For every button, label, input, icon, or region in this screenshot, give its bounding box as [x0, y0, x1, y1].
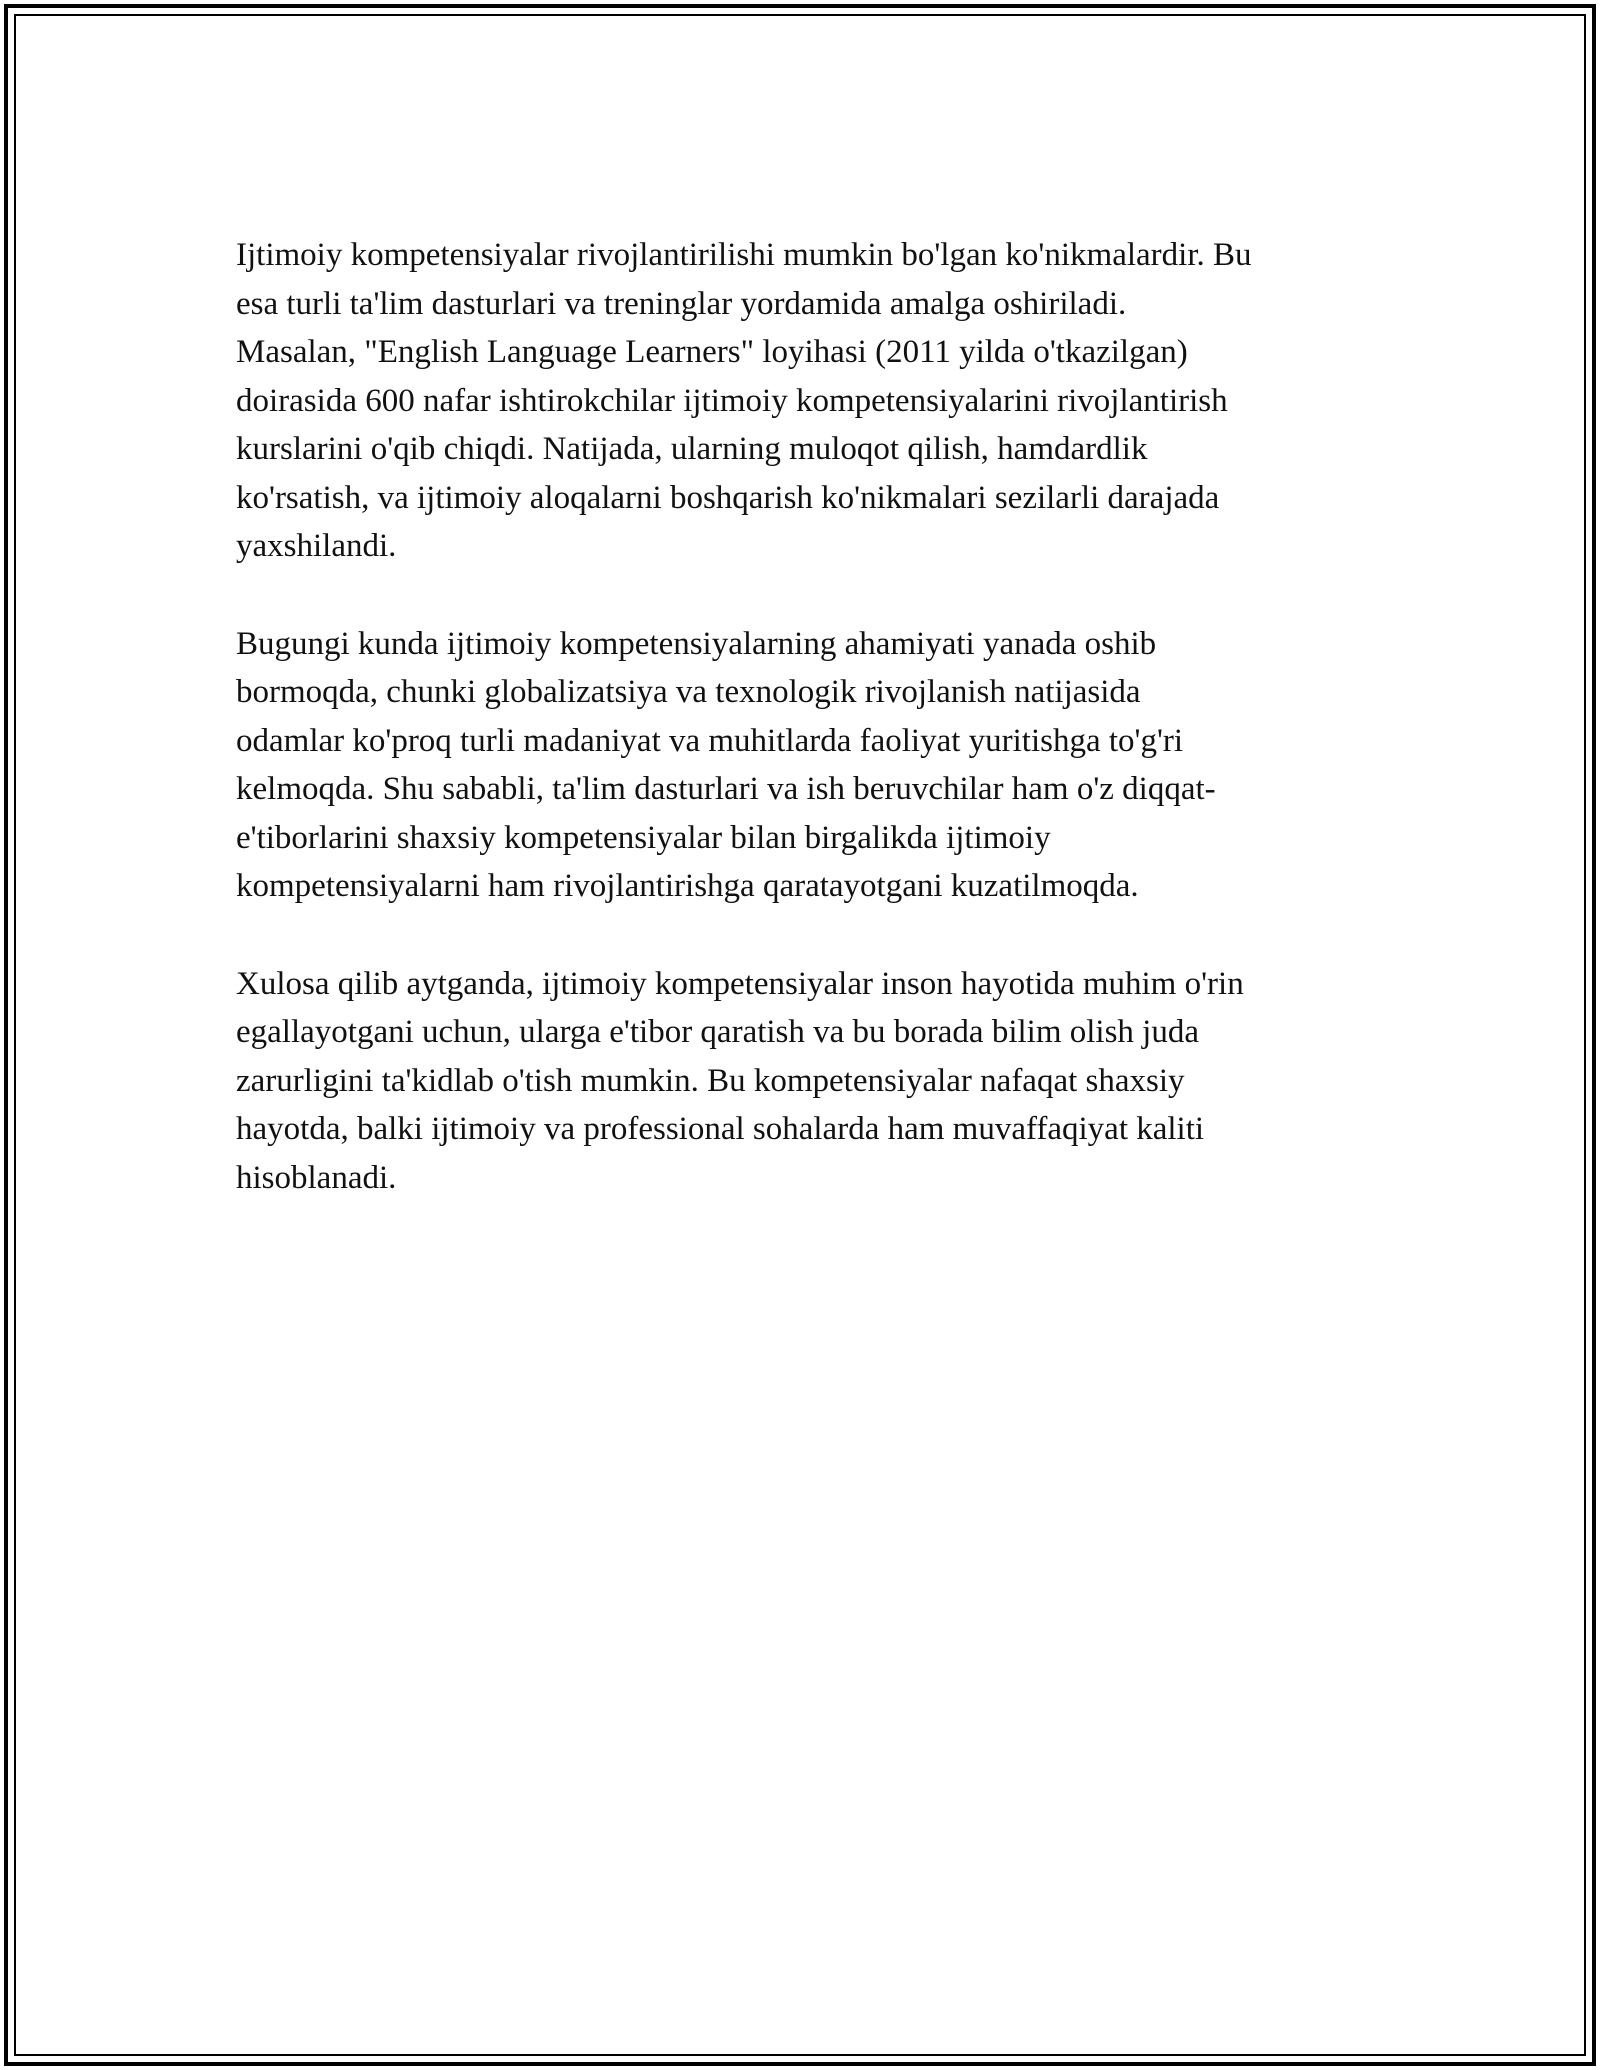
document-body — [236, 231, 1386, 1251]
text-line: zarurligini ta'kidlab o'tish mumkin. Bu kompetensiyalar nafaqat shaxsiy — [236, 1062, 1185, 1099]
text-line: kompetensiyalarni ham rivojlantirishga qaratayotgani kuzatilmoqda. — [236, 868, 1139, 904]
text-line: esa turli ta'lim dasturlari va treninglar yordamida amalga oshiriladi. — [236, 285, 1127, 322]
text-line: Ijtimoiy kompetensiyalar rivojlantirilishi mumkin bo'lgan ko'nikmalardir. Bu — [236, 237, 1252, 273]
text-line: e'tiborlarini shaxsiy kompetensiyalar bilan birgalikda ijtimoiy — [236, 819, 1051, 856]
text-line: Masalan, "English Language Learners" loyihasi (2011 yilda o'tkazilgan) — [236, 334, 1188, 370]
text-line: kelmoqda. Shu sababli, ta'lim dasturlari va ish beruvchilar ham o'z diqqat- — [236, 771, 1216, 807]
text-line: bormoqda, chunki globalizatsiya va texnologik rivojlanish natijasida — [236, 674, 1141, 710]
text-line: odamlar ko'proq turli madaniyat va muhitlarda faoliyat yuritishga to'g'ri — [236, 722, 1184, 759]
text-line: hayotda, balki ijtimoiy va professional sohalarda ham muvaffaqiyat kaliti — [236, 1111, 1205, 1147]
paragraph-3 — [236, 960, 1386, 1203]
paragraph-1 — [236, 231, 1386, 571]
text-line: Xulosa qilib aytganda, ijtimoiy kompetensiyalar inson hayotida muhim o'rin — [236, 965, 1244, 1002]
text-line: doirasida 600 nafar ishtirokchilar ijtimoiy kompetensiyalarini rivojlantirish — [236, 382, 1228, 419]
text-line: hisoblanadi. — [236, 1159, 397, 1196]
paragraph-2 — [236, 620, 1386, 911]
text-line: ko'rsatish, va ijtimoiy aloqalarni boshqarish ko'nikmalari sezilarli darajada — [236, 479, 1220, 516]
text-line: yaxshilandi. — [236, 528, 397, 564]
text-line: Bugungi kunda ijtimoiy kompetensiyalarning ahamiyati yanada oshib — [236, 625, 1157, 662]
text-line: kurslarini o'qib chiqdi. Natijada, ularning muloqot qilish, hamdardlik — [236, 431, 1148, 467]
text-line: egallayotgani uchun, ularga e'tibor qaratish va bu borada bilim olish juda — [236, 1014, 1199, 1050]
